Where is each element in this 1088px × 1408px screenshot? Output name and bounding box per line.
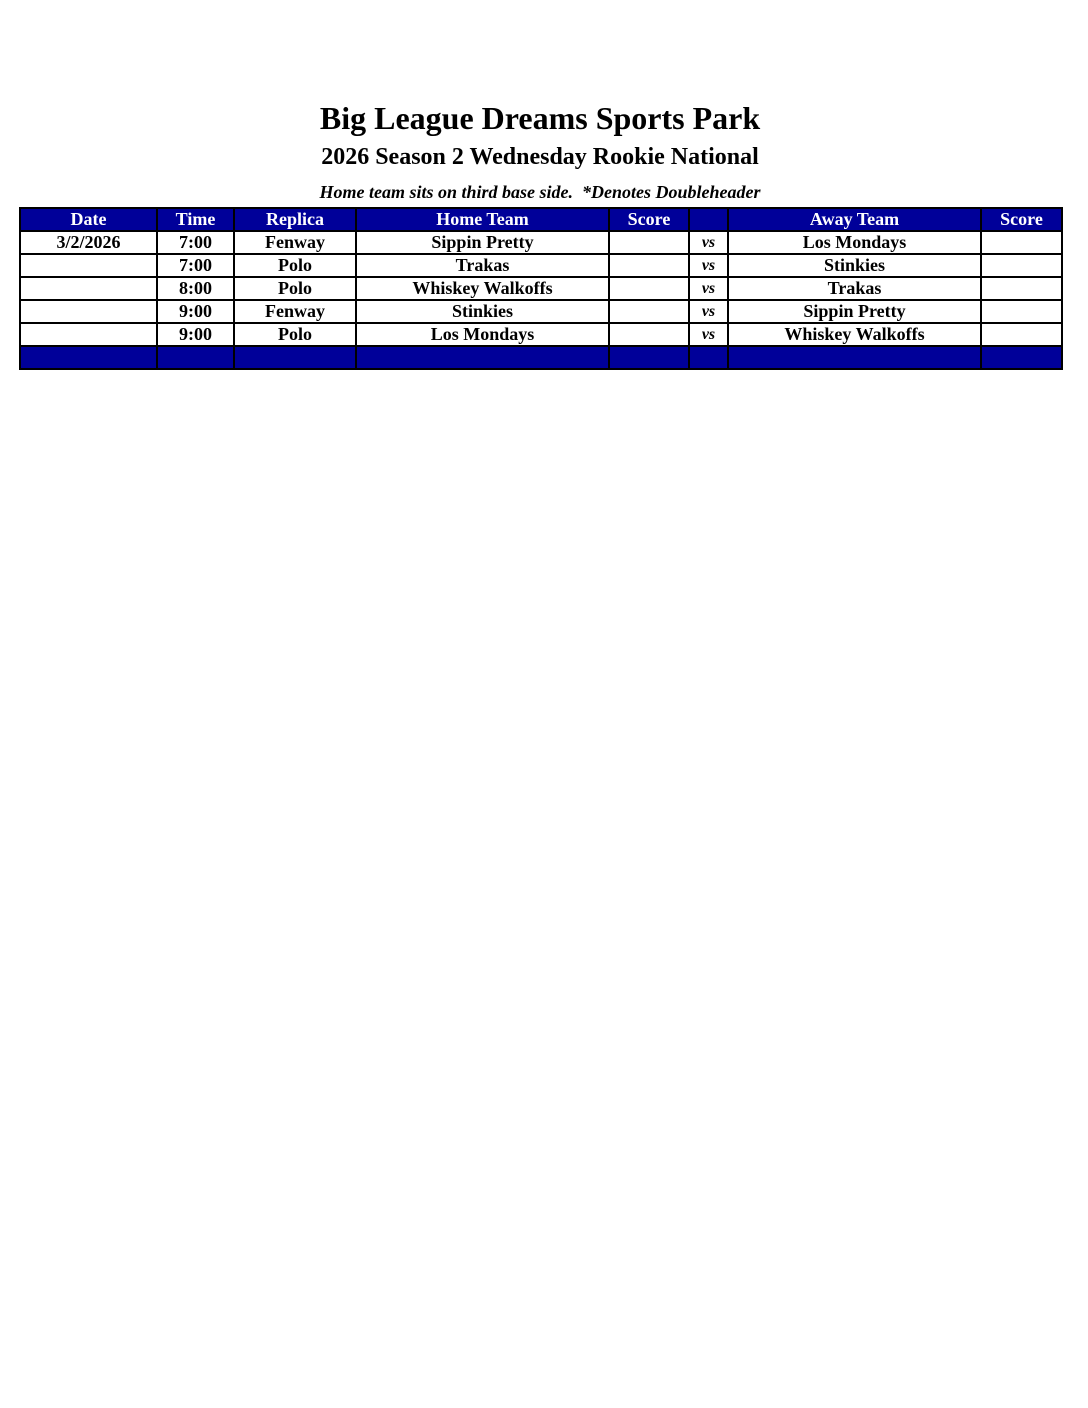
vs-cell: vs (689, 300, 728, 323)
footer-cell (157, 346, 234, 369)
away-score-cell (981, 254, 1062, 277)
column-header-date: Date (20, 208, 157, 231)
away-team-cell: Sippin Pretty (728, 300, 981, 323)
page-subtitle: 2026 Season 2 Wednesday Rookie National (321, 144, 759, 170)
time-cell: 8:00 (157, 277, 234, 300)
table-row (20, 300, 1062, 323)
time-cell: 9:00 (157, 323, 234, 346)
vs-cell: vs (689, 277, 728, 300)
column-header-home-score: Score (609, 208, 689, 231)
footer-cell (234, 346, 356, 369)
column-header-home-team: Home Team (356, 208, 609, 231)
away-score-cell (981, 231, 1062, 254)
time-cell: 7:00 (157, 254, 234, 277)
home-score-cell (609, 254, 689, 277)
replica-cell: Polo (234, 277, 356, 300)
table-row (20, 277, 1062, 300)
home-score-cell (609, 277, 689, 300)
table-footer-row (20, 346, 1062, 369)
home-score-cell (609, 231, 689, 254)
away-team-cell: Los Mondays (728, 231, 981, 254)
vs-cell: vs (689, 323, 728, 346)
footer-cell (728, 346, 981, 369)
away-team-cell: Whiskey Walkoffs (728, 323, 981, 346)
table-row (20, 231, 1062, 254)
away-team-cell: Trakas (728, 277, 981, 300)
table-header-row (20, 208, 1062, 231)
schedule-table (19, 207, 1063, 370)
home-team-cell: Stinkies (356, 300, 609, 323)
footer-cell (981, 346, 1062, 369)
home-team-cell: Whiskey Walkoffs (356, 277, 609, 300)
home-team-cell: Sippin Pretty (356, 231, 609, 254)
replica-cell: Fenway (234, 231, 356, 254)
replica-cell: Fenway (234, 300, 356, 323)
date-cell (20, 323, 157, 346)
table-row (20, 254, 1062, 277)
vs-cell: vs (689, 254, 728, 277)
home-team-cell: Los Mondays (356, 323, 609, 346)
doubleheader-note: Home team sits on third base side. *Denotes Doubleheader (319, 182, 761, 202)
home-score-cell (609, 300, 689, 323)
date-cell (20, 277, 157, 300)
home-team-cell: Trakas (356, 254, 609, 277)
date-cell (20, 300, 157, 323)
column-header-replica: Replica (234, 208, 356, 231)
away-team-cell: Stinkies (728, 254, 981, 277)
footer-cell (20, 346, 157, 369)
column-header-away-score: Score (981, 208, 1062, 231)
date-cell (20, 254, 157, 277)
home-score-cell (609, 323, 689, 346)
replica-cell: Polo (234, 254, 356, 277)
column-header-vs (689, 208, 728, 231)
page-title: Big League Dreams Sports Park (319, 100, 761, 136)
footer-cell (356, 346, 609, 369)
table-row (20, 323, 1062, 346)
column-header-time: Time (157, 208, 234, 231)
away-score-cell (981, 323, 1062, 346)
replica-cell: Polo (234, 323, 356, 346)
away-score-cell (981, 300, 1062, 323)
vs-cell: vs (689, 231, 728, 254)
footer-cell (609, 346, 689, 369)
footer-cell (689, 346, 728, 369)
away-score-cell (981, 277, 1062, 300)
date-cell: 3/2/2026 (20, 231, 157, 254)
time-cell: 9:00 (157, 300, 234, 323)
time-cell: 7:00 (157, 231, 234, 254)
column-header-away-team: Away Team (728, 208, 981, 231)
